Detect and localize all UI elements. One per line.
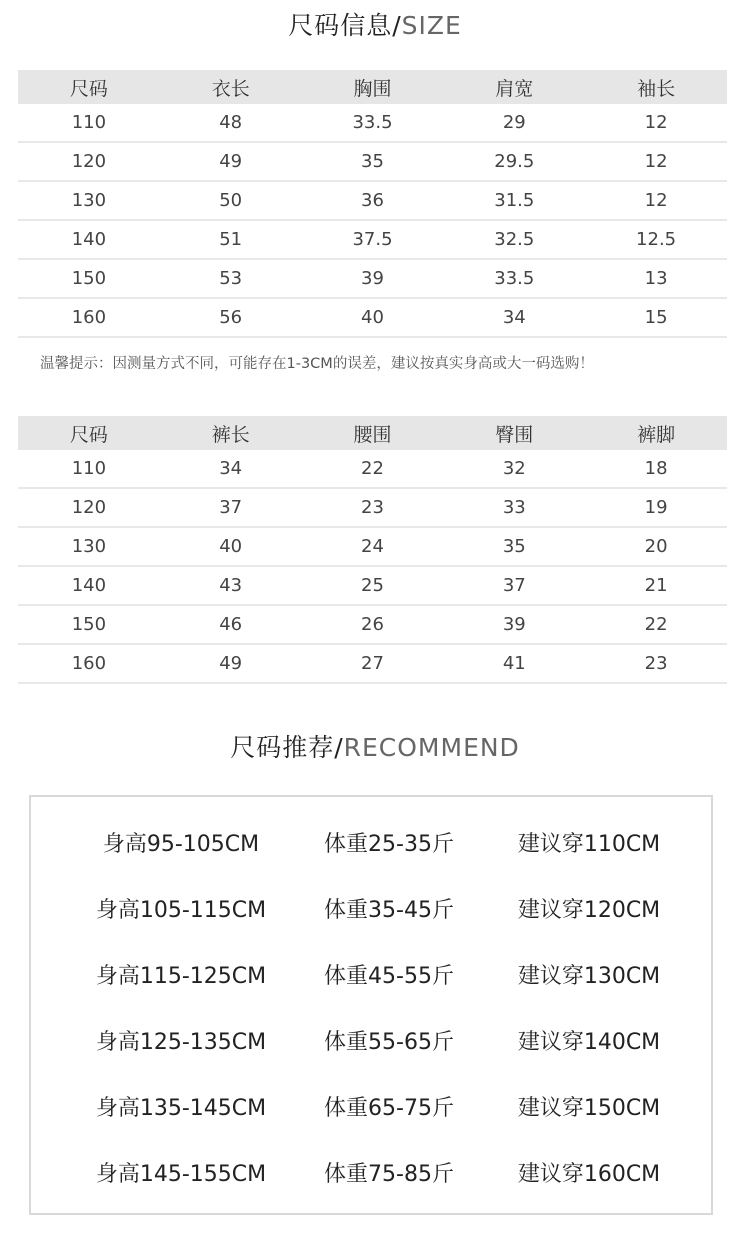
table-cell: 13 — [585, 259, 727, 298]
table-cell: 24 — [302, 527, 444, 566]
table-cell: 23 — [302, 488, 444, 527]
table-cell: 37.5 — [302, 220, 444, 259]
recommend-size: 建议穿120CM — [517, 898, 661, 923]
table-cell: 18 — [585, 450, 727, 488]
column-header: 衣长 — [160, 70, 302, 104]
table-cell: 12 — [585, 142, 727, 181]
table-cell: 21 — [585, 566, 727, 605]
pants-size-table — [18, 416, 727, 684]
recommend-size: 建议穿160CM — [517, 1162, 661, 1187]
table-cell: 39 — [302, 259, 444, 298]
table-cell: 32 — [443, 450, 585, 488]
table-cell: 33 — [443, 488, 585, 527]
table-cell: 15 — [585, 298, 727, 337]
table-cell: 19 — [585, 488, 727, 527]
recommend-height: 身高125-135CM — [95, 1030, 267, 1055]
table-row — [18, 259, 727, 298]
table-cell: 39 — [443, 605, 585, 644]
table-cell: 36 — [302, 181, 444, 220]
table-row — [18, 644, 727, 683]
table-row — [18, 220, 727, 259]
table-cell: 33.5 — [302, 104, 444, 142]
table-row — [18, 181, 727, 220]
recommend-row — [31, 959, 711, 999]
table-cell: 33.5 — [443, 259, 585, 298]
table-cell: 26 — [302, 605, 444, 644]
table-cell: 12.5 — [585, 220, 727, 259]
table-cell: 150 — [18, 259, 160, 298]
table-row — [18, 488, 727, 527]
table-cell: 29 — [443, 104, 585, 142]
column-header: 尺码 — [18, 70, 160, 104]
column-header: 肩宽 — [443, 70, 585, 104]
recommend-title-en: RECOMMEND — [343, 733, 520, 762]
size-title-en: SIZE — [401, 11, 462, 40]
table-cell: 160 — [18, 298, 160, 337]
size-section-title — [0, 6, 750, 42]
table-cell: 48 — [160, 104, 302, 142]
table-cell: 27 — [302, 644, 444, 683]
column-header: 尺码 — [18, 416, 160, 450]
table-cell: 20 — [585, 527, 727, 566]
table-cell: 31.5 — [443, 181, 585, 220]
recommend-weight: 体重65-75斤 — [324, 1096, 454, 1121]
table-cell: 46 — [160, 605, 302, 644]
column-header: 裤长 — [160, 416, 302, 450]
table-cell: 43 — [160, 566, 302, 605]
recommend-weight: 体重75-85斤 — [324, 1162, 454, 1187]
recommend-size: 建议穿140CM — [517, 1030, 661, 1055]
table-cell: 41 — [443, 644, 585, 683]
table-cell: 49 — [160, 142, 302, 181]
table-row — [18, 450, 727, 488]
table-cell: 56 — [160, 298, 302, 337]
table-cell: 49 — [160, 644, 302, 683]
table-cell: 130 — [18, 181, 160, 220]
table-cell: 32.5 — [443, 220, 585, 259]
table-header-row — [18, 416, 727, 450]
column-header: 腰围 — [302, 416, 444, 450]
table-cell: 150 — [18, 605, 160, 644]
recommend-row — [31, 1025, 711, 1065]
table-cell: 140 — [18, 220, 160, 259]
table-header-row — [18, 70, 727, 104]
recommend-height: 身高145-155CM — [95, 1162, 267, 1187]
recommend-row — [31, 893, 711, 933]
table-cell: 51 — [160, 220, 302, 259]
table-cell: 160 — [18, 644, 160, 683]
table-cell: 29.5 — [443, 142, 585, 181]
table-row — [18, 566, 727, 605]
table-row — [18, 142, 727, 181]
table-cell: 12 — [585, 181, 727, 220]
recommend-size: 建议穿110CM — [517, 832, 661, 857]
table-row — [18, 104, 727, 142]
table-cell: 35 — [302, 142, 444, 181]
recommend-height: 身高105-115CM — [95, 898, 267, 923]
recommend-weight: 体重25-35斤 — [324, 832, 454, 857]
table-row — [18, 298, 727, 337]
table-cell: 50 — [160, 181, 302, 220]
table-cell: 40 — [302, 298, 444, 337]
table-cell: 34 — [443, 298, 585, 337]
recommend-title-cn: 尺码推荐/ — [230, 733, 344, 762]
table-cell: 130 — [18, 527, 160, 566]
table-cell: 37 — [443, 566, 585, 605]
recommend-box — [29, 795, 713, 1215]
table-cell: 140 — [18, 566, 160, 605]
column-header: 裤脚 — [585, 416, 727, 450]
column-header: 袖长 — [585, 70, 727, 104]
recommend-weight: 体重45-55斤 — [324, 964, 454, 989]
recommend-size: 建议穿130CM — [517, 964, 661, 989]
table-cell: 110 — [18, 104, 160, 142]
top-size-table — [18, 70, 727, 338]
recommend-weight: 体重35-45斤 — [324, 898, 454, 923]
recommend-row — [31, 1157, 711, 1197]
table-cell: 53 — [160, 259, 302, 298]
recommend-height: 身高135-145CM — [95, 1096, 267, 1121]
table-row — [18, 605, 727, 644]
table-row — [18, 527, 727, 566]
table-cell: 23 — [585, 644, 727, 683]
table-cell: 35 — [443, 527, 585, 566]
table-cell: 34 — [160, 450, 302, 488]
table-cell: 40 — [160, 527, 302, 566]
recommend-section-title — [0, 728, 750, 764]
table-cell: 120 — [18, 142, 160, 181]
table-cell: 22 — [302, 450, 444, 488]
recommend-row — [31, 827, 711, 867]
table-cell: 12 — [585, 104, 727, 142]
column-header: 臀围 — [443, 416, 585, 450]
measurement-tip: 温馨提示：因测量方式不同，可能存在1-3CM的误差，建议按真实身高或大一码选购！ — [40, 356, 594, 372]
table-cell: 22 — [585, 605, 727, 644]
size-title-cn: 尺码信息/ — [288, 11, 402, 40]
recommend-height: 身高115-125CM — [95, 964, 267, 989]
recommend-size: 建议穿150CM — [517, 1096, 661, 1121]
recommend-height: 身高95-105CM — [102, 832, 260, 857]
table-cell: 120 — [18, 488, 160, 527]
column-header: 胸围 — [302, 70, 444, 104]
table-cell: 25 — [302, 566, 444, 605]
table-cell: 37 — [160, 488, 302, 527]
recommend-row — [31, 1091, 711, 1131]
recommend-weight: 体重55-65斤 — [324, 1030, 454, 1055]
table-cell: 110 — [18, 450, 160, 488]
